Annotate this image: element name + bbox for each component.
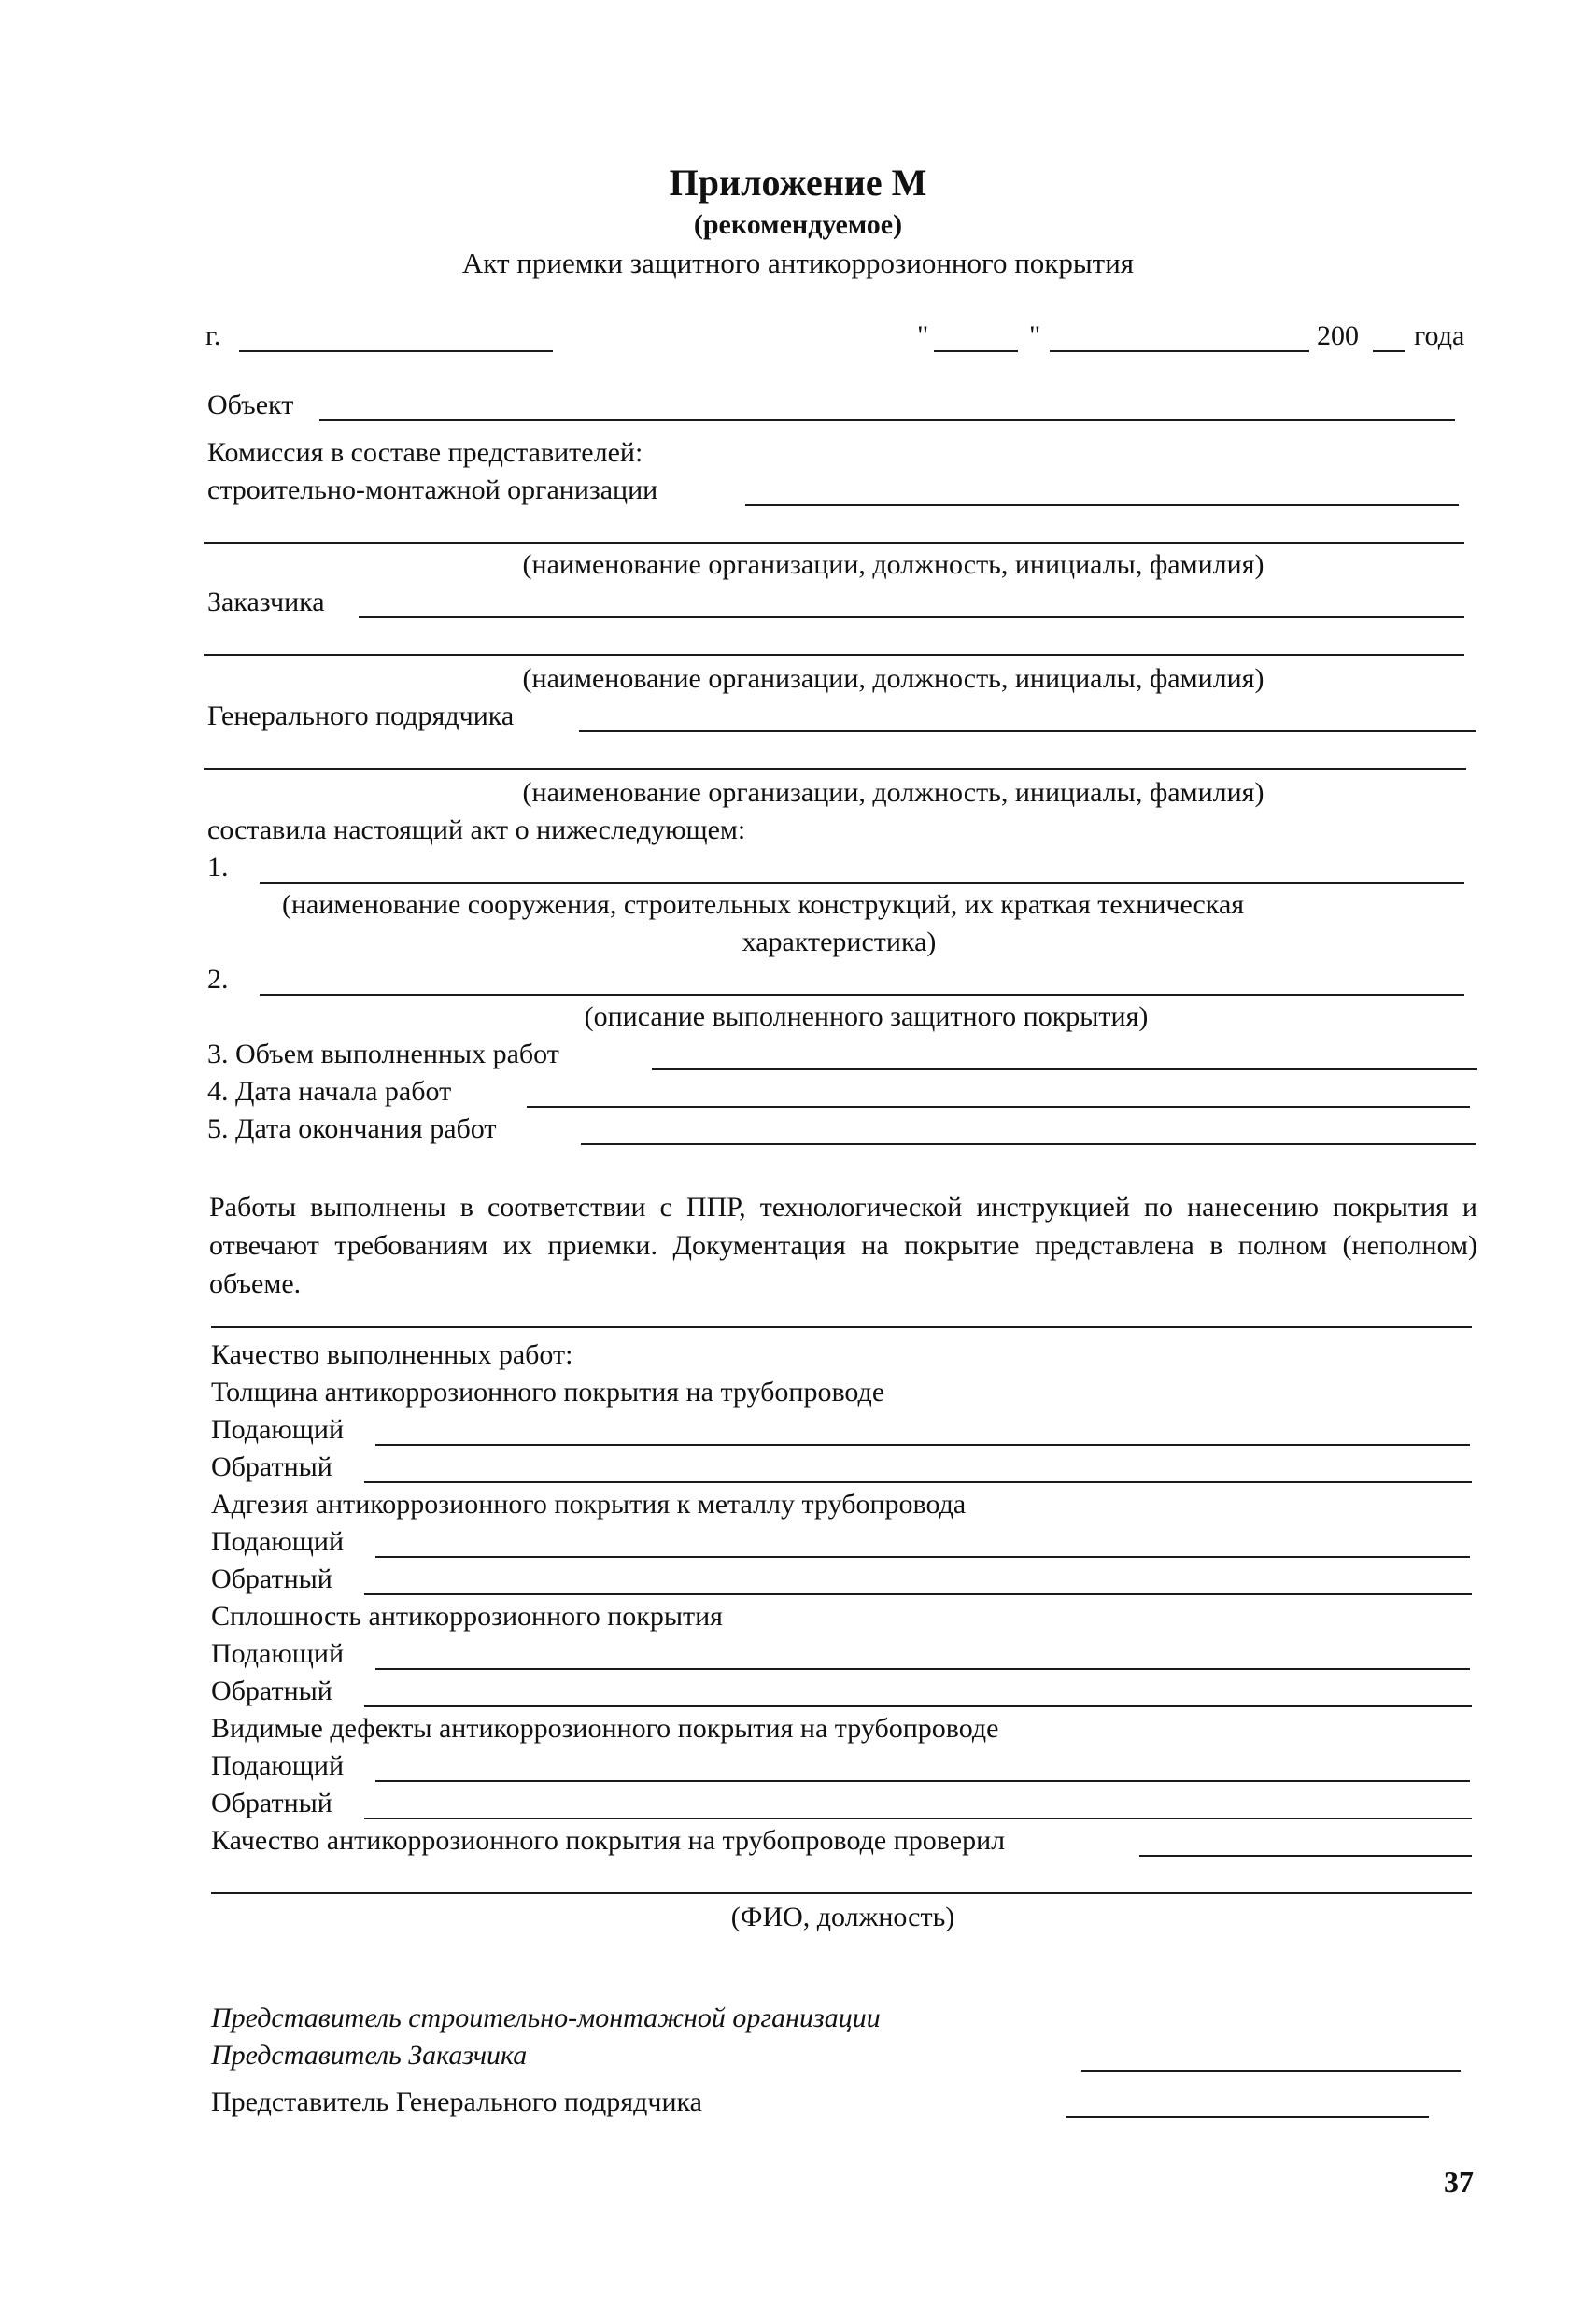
- day-quote-open: ": [917, 320, 929, 351]
- adhesion-supply-blank: [375, 1556, 1470, 1558]
- checked-blank: [1139, 1855, 1472, 1857]
- object-label: Объект: [207, 389, 294, 420]
- org-hint-1: (наименование организации, должность, инициалы, фамилия): [522, 549, 1264, 580]
- construction-org-blank: [745, 504, 1459, 506]
- defects-return-blank: [364, 1818, 1472, 1819]
- thickness-label: Толщина антикоррозионного покрытия на трубопроводе: [211, 1377, 885, 1408]
- adhesion-return-label: Обратный: [211, 1563, 332, 1594]
- item4-blank: [527, 1106, 1470, 1108]
- year-suffix: года: [1414, 320, 1465, 351]
- item2-blank: [260, 994, 1464, 996]
- month-blank: [1050, 350, 1309, 352]
- day-quote-close: ": [1029, 320, 1041, 351]
- defects-label: Видимые дефекты антикоррозионного покрытия на трубопроводе: [211, 1713, 999, 1744]
- item2-hint: (описание выполненного защитного покрытия): [584, 1001, 1149, 1032]
- item3-label: 3. Объем выполненных работ: [207, 1039, 559, 1069]
- thickness-supply-label: Подающий: [211, 1414, 345, 1445]
- customer-blank-2: [204, 654, 1464, 656]
- customer-rep-label: Представитель Заказчика: [211, 2040, 528, 2071]
- customer-rep-signature-blank: [1081, 2070, 1461, 2072]
- customer-label: Заказчика: [207, 587, 325, 617]
- quality-heading: Качество выполненных работ:: [211, 1339, 573, 1370]
- item4-label: 4. Дата начала работ: [207, 1076, 452, 1107]
- general-contractor-blank: [579, 730, 1476, 732]
- object-blank: [319, 419, 1455, 421]
- act-title: Акт приемки защитного антикоррозионного покрытия: [461, 247, 1135, 279]
- item5-label: 5. Дата окончания работ: [207, 1113, 497, 1144]
- defects-supply-blank: [375, 1780, 1470, 1782]
- item1-hint-line2: характеристика): [742, 927, 937, 957]
- general-contractor-label: Генерального подрядчика: [207, 700, 515, 731]
- compiled-label: составила настоящий акт о нижеследующем:: [207, 814, 746, 845]
- page-number: 37: [1444, 2165, 1474, 2199]
- adhesion-label: Адгезия антикоррозионного покрытия к металлу трубопровода: [211, 1489, 967, 1520]
- continuity-supply-label: Подающий: [211, 1638, 345, 1669]
- day-blank: [934, 350, 1018, 352]
- construction-org-label: строительно-монтажной организации: [207, 474, 658, 505]
- adhesion-supply-label: Подающий: [211, 1526, 345, 1557]
- city-prefix: г.: [205, 320, 221, 351]
- continuity-return-blank: [364, 1705, 1472, 1707]
- thickness-return-blank: [364, 1481, 1472, 1483]
- city-blank: [239, 350, 553, 352]
- org-hint-2: (наименование организации, должность, инициалы, фамилия): [522, 663, 1264, 694]
- item1-blank: [260, 882, 1464, 884]
- commission-label: Комиссия в составе представителей:: [207, 437, 643, 468]
- year-prefix: 200: [1317, 320, 1359, 351]
- continuity-return-label: Обратный: [211, 1676, 332, 1706]
- general-rep-signature-blank: [1066, 2116, 1429, 2118]
- adhesion-return-blank: [364, 1593, 1472, 1595]
- compliance-blank: [211, 1326, 1472, 1328]
- checked-hint: (ФИО, должность): [730, 1902, 955, 1932]
- item1-hint-line1: (наименование сооружения, строительных конструкций, их краткая техническая: [282, 889, 1245, 920]
- thickness-supply-blank: [375, 1444, 1470, 1446]
- general-rep-label: Представитель Генерального подрядчика: [211, 2087, 702, 2117]
- item2-number: 2.: [207, 964, 229, 995]
- item5-blank: [581, 1143, 1476, 1145]
- item1-number: 1.: [207, 852, 229, 883]
- checked-blank-2: [211, 1892, 1472, 1894]
- construction-org-blank-2: [204, 542, 1464, 544]
- item3-blank: [652, 1068, 1477, 1070]
- continuity-supply-blank: [375, 1668, 1470, 1670]
- defects-return-label: Обратный: [211, 1788, 332, 1818]
- thickness-return-label: Обратный: [211, 1451, 332, 1482]
- org-hint-3: (наименование организации, должность, инициалы, фамилия): [522, 777, 1264, 808]
- continuity-label: Сплошность антикоррозионного покрытия: [211, 1601, 723, 1632]
- construction-rep-label: Представитель строительно-монтажной организации: [211, 2002, 881, 2033]
- appendix-note: (рекомендуемое): [693, 209, 903, 240]
- checked-label: Качество антикоррозионного покрытия на трубопроводе проверил: [211, 1825, 1006, 1856]
- year-blank: [1373, 350, 1405, 352]
- defects-supply-label: Подающий: [211, 1750, 345, 1781]
- general-contractor-blank-2: [204, 768, 1466, 770]
- appendix-title: Приложение М: [669, 162, 927, 204]
- customer-blank: [359, 616, 1464, 618]
- compliance-paragraph: Работы выполнены в соответствии с ППР, технологической инструкцией по нанесению покрытия и отвечают требованиям их приемки. Документация на покрытие представлена в полном (неполном) объеме.: [209, 1192, 1477, 1299]
